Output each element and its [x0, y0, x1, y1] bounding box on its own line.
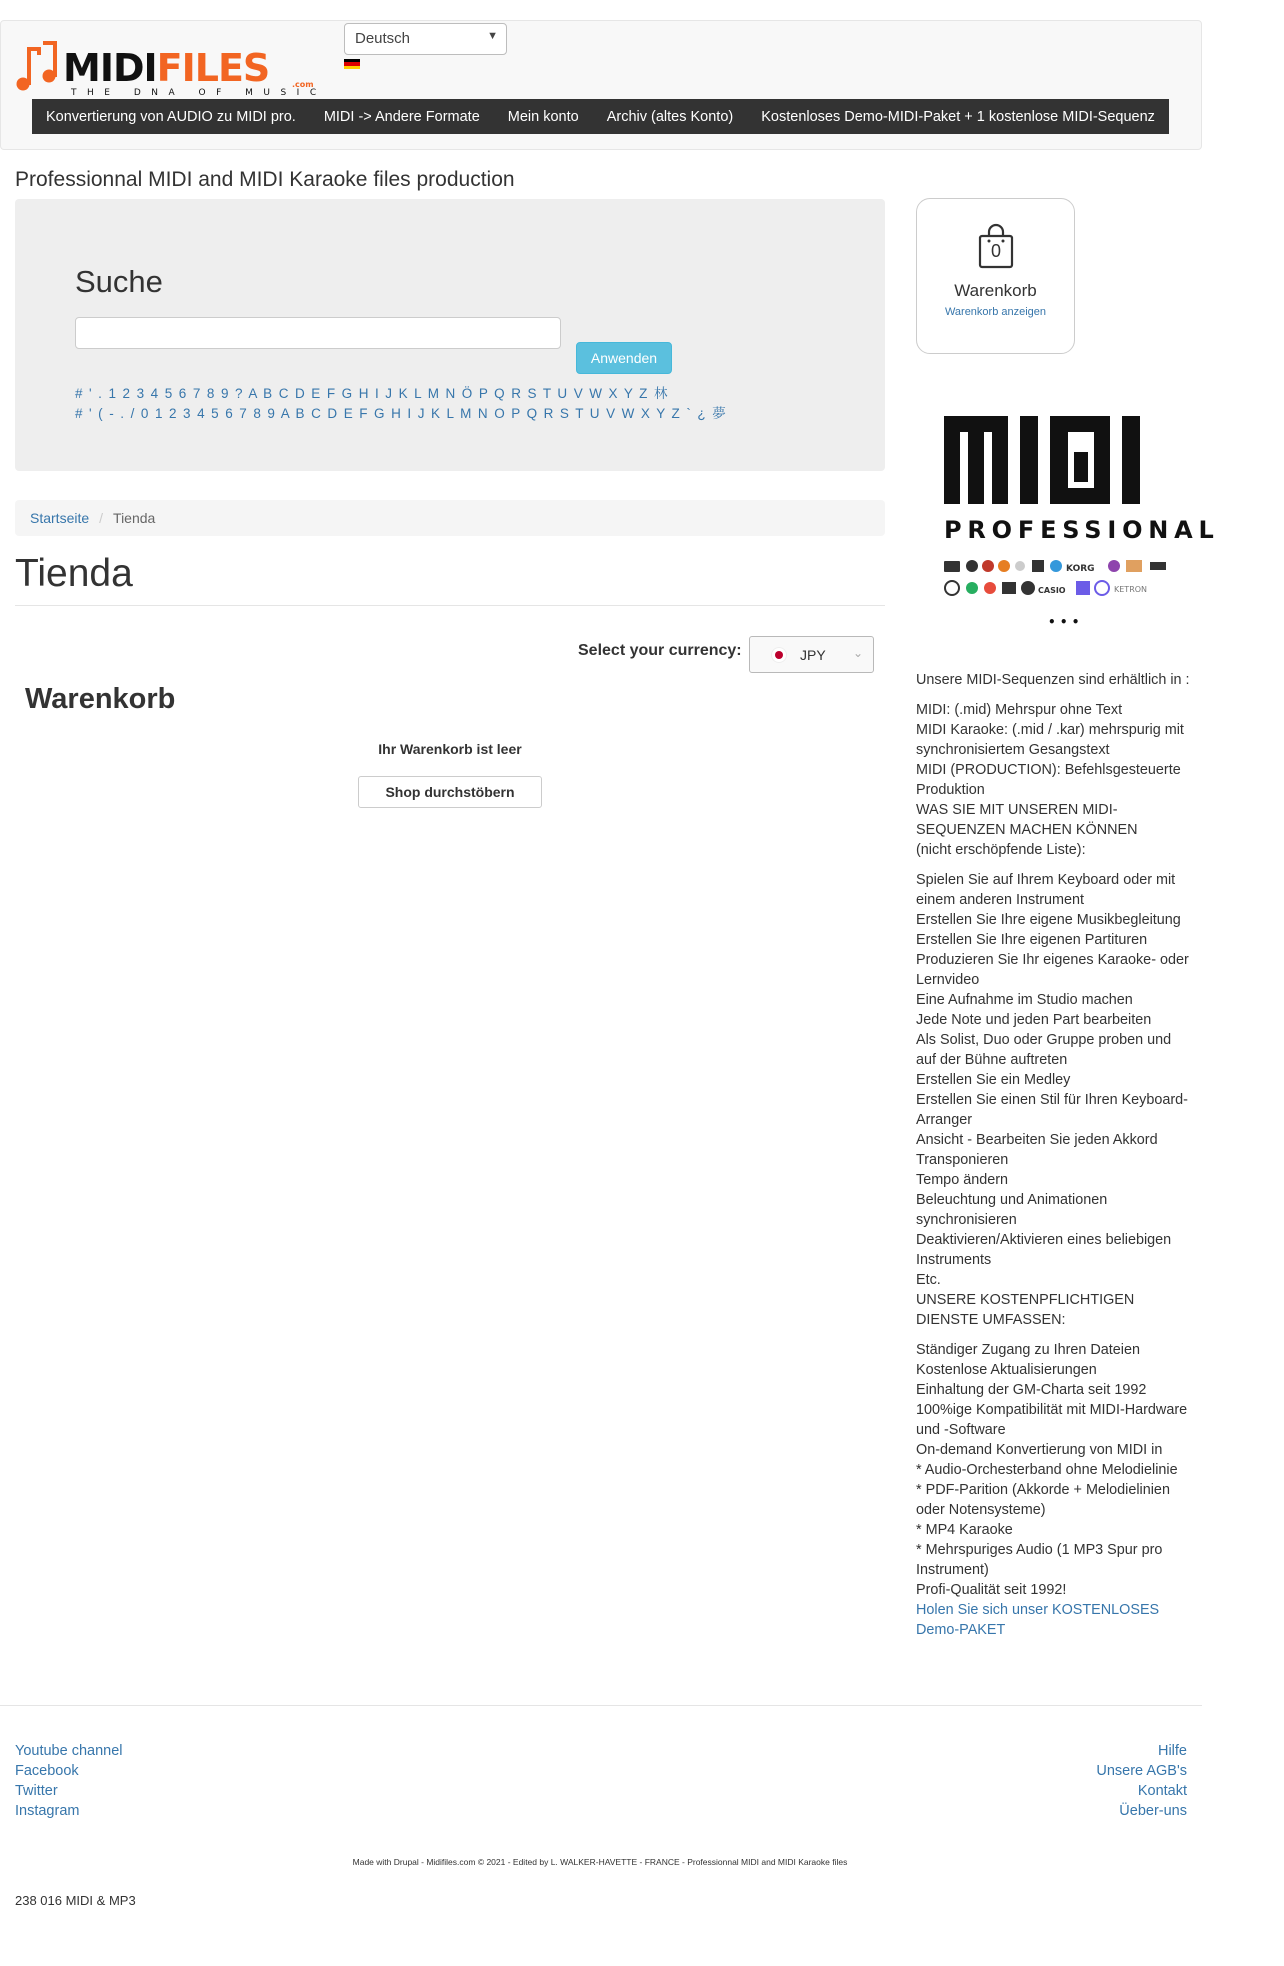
nav-audio-to-midi[interactable]: Konvertierung von AUDIO zu MIDI pro. — [46, 108, 296, 125]
sidebar-line: Deaktivieren/Aktivieren eines beliebigen Instruments — [916, 1232, 1172, 1268]
sidebar-line: Jede Note und jeden Part bearbeiten — [916, 1012, 1152, 1028]
search-panel — [15, 199, 885, 471]
pro-logo-subtitle: PROFESSIONAL — [944, 516, 1220, 544]
sidebar-line: On-demand Konvertierung von MIDI in — [916, 1442, 1163, 1458]
brand-casio: CASIO — [1038, 586, 1066, 595]
sidebar-line: Produzieren Sie Ihr eigenes Karaoke- oder Lernvideo — [916, 952, 1189, 988]
terms-link[interactable]: Unsere AGB's — [1096, 1763, 1187, 1779]
sidebar-line: 100%ige Kompatibilität mit MIDI-Hardware und -Software — [916, 1402, 1188, 1438]
sidebar-line: Etc. — [916, 1272, 941, 1288]
sidebar-formats — [916, 700, 1194, 860]
contact-link[interactable]: Kontakt — [1137, 1783, 1187, 1799]
breadcrumb — [15, 500, 885, 536]
sidebar-line: MIDI: (.mid) Mehrspur ohne Text — [916, 702, 1123, 718]
sidebar-line: Transponieren — [916, 1152, 1009, 1168]
search-input[interactable] — [75, 317, 561, 349]
facebook-link[interactable]: Facebook — [15, 1763, 79, 1779]
sidebar-line: * Audio-Orchesterband ohne Melodielinie — [916, 1462, 1178, 1478]
view-cart-link[interactable]: Warenkorb anzeigen — [944, 306, 1047, 318]
sidebar-line: Einhaltung der GM-Charta seit 1992 — [916, 1382, 1147, 1398]
sidebar-line: Ansicht - Bearbeiten Sie jeden Akkord — [916, 1132, 1158, 1148]
cart-empty-message: Ihr Warenkorb ist leer — [378, 741, 522, 757]
help-link[interactable]: Hilfe — [1157, 1743, 1187, 1759]
browse-shop-button[interactable]: Shop durchstöbern — [358, 776, 542, 808]
logo-tagline: THE DNA OF MUSIC — [71, 88, 327, 98]
sidebar-line: MIDI Karaoke: (.mid / .kar) mehrspurig mit synchronisiertem Gesangstext — [916, 722, 1184, 758]
cart-block-label: Warenkorb — [954, 281, 1037, 300]
cart-heading: Warenkorb — [25, 683, 176, 715]
twitter-link[interactable]: Twitter — [15, 1783, 58, 1799]
file-counter: 238 016 MIDI & MP3 — [15, 1893, 136, 1908]
pro-logo-ellipsis: • • • — [1048, 615, 1080, 629]
footer-credits: Made with Drupal - Midifiles.com © 2021 - Edited by L. WALKER-HAVETTE - FRANCE - Professionnal MIDI and MIDI Karaoke files — [352, 1857, 848, 1867]
sidebar-line: Erstellen Sie einen Stil für Ihren Keyboard-Arranger — [916, 1092, 1188, 1128]
site-logo[interactable] — [15, 29, 327, 98]
chevron-down-icon: ⌄ — [852, 646, 863, 660]
breadcrumb-home-link[interactable]: Startseite — [30, 510, 90, 526]
sidebar-line: WAS SIE MIT UNSEREN MIDI-SEQUENZEN MACHEN KÖNNEN — [916, 802, 1138, 838]
sidebar-services — [916, 1340, 1194, 1640]
german-flag-icon — [344, 59, 360, 69]
brand-icons — [944, 560, 1166, 595]
currency-select[interactable] — [749, 636, 874, 673]
sidebar-line: Eine Aufnahme im Studio machen — [916, 992, 1133, 1008]
sidebar-line: Ständiger Zugang zu Ihren Dateien — [916, 1342, 1141, 1358]
footer-divider — [0, 1705, 1202, 1706]
site-tagline: Professionnal MIDI and MIDI Karaoke files production — [15, 168, 515, 191]
nav-my-account[interactable]: Mein konto — [507, 108, 579, 125]
search-title: Suche — [75, 264, 163, 299]
japan-flag-icon — [772, 648, 786, 662]
title-divider — [15, 605, 885, 606]
sidebar-line: UNSERE KOSTENPFLICHTIGEN DIENSTE UMFASSEN: — [916, 1292, 1135, 1328]
youtube-link[interactable]: Youtube channel — [15, 1743, 123, 1759]
free-demo-link[interactable]: Holen Sie sich unser KOSTENLOSES Demo-PAKET — [916, 1602, 1160, 1638]
sidebar-intro: Unsere MIDI-Sequenzen sind erhältlich in : — [916, 672, 1190, 688]
logo-suffix: .com — [292, 80, 314, 89]
sidebar-line: MIDI (PRODUCTION): Befehlsgesteuerte Produktion — [916, 762, 1181, 798]
sidebar-line: Kostenlose Aktualisierungen — [916, 1362, 1097, 1378]
sidebar-line: (nicht erschöpfende Liste): — [916, 842, 1086, 858]
nav-midi-other-formats[interactable]: MIDI -> Andere Formate — [323, 108, 480, 125]
currency-label: Select your currency: — [578, 642, 742, 659]
breadcrumb-separator: / — [99, 510, 104, 526]
language-select[interactable] — [344, 23, 507, 55]
brand-korg: KORG — [1066, 564, 1095, 574]
nav-free-demo[interactable]: Kostenloses Demo-MIDI-Paket + 1 kostenlose MIDI-Sequenz — [761, 108, 1155, 125]
sidebar-line: Beleuchtung und Animationen synchronisieren — [916, 1192, 1108, 1228]
breadcrumb-current: Tienda — [113, 510, 156, 526]
logo-wordmark: MIDIFILES — [63, 46, 270, 90]
alphabet-filter-links-2[interactable]: # ' ( - . / 0 1 2 3 4 5 6 7 8 9 A B C D E F G H I J K L M N O P Q R S T U V W X Y Z ` ¿ 夢 — [75, 406, 728, 421]
alphabet-filter-links[interactable]: # ' . 1 2 3 4 5 6 7 8 9 ? A B C D E F G H I J K L M N Ö P Q R S T U V W X Y Z 林 — [75, 386, 669, 401]
sidebar-description — [916, 670, 1194, 1650]
footer-social-links — [15, 1741, 123, 1821]
page-title: Tienda — [15, 552, 133, 595]
sidebar-line: * MP4 Karaoke — [916, 1522, 1013, 1538]
sidebar-line: Spielen Sie auf Ihrem Keyboard oder mit einem anderen Instrument — [916, 872, 1176, 908]
sidebar-line: Profi-Qualität seit 1992! — [916, 1582, 1067, 1598]
cart-block[interactable] — [916, 198, 1075, 354]
sidebar-line: Als Solist, Duo oder Gruppe proben und auf der Bühne auftreten — [916, 1032, 1172, 1068]
nav-archive[interactable]: Archiv (altes Konto) — [606, 108, 734, 125]
sidebar-uses — [916, 870, 1194, 1330]
sidebar-line: * Mehrspuriges Audio (1 MP3 Spur pro Instrument) — [916, 1542, 1163, 1578]
sidebar-line: Erstellen Sie ein Medley — [916, 1072, 1071, 1088]
about-link[interactable]: Üeber-uns — [1119, 1803, 1187, 1819]
currency-value: JPY — [800, 647, 826, 663]
chevron-down-icon: ▼ — [487, 30, 498, 42]
site-header — [0, 20, 1202, 150]
language-value: Deutsch — [355, 30, 411, 47]
sidebar-line: Erstellen Sie Ihre eigenen Partituren — [916, 932, 1148, 948]
sidebar-line: Erstellen Sie Ihre eigene Musikbegleitung — [916, 912, 1181, 928]
sidebar-line: Tempo ändern — [916, 1172, 1008, 1188]
footer-info-links — [1096, 1741, 1187, 1821]
cart-count: 0 — [990, 241, 1001, 261]
midi-professional-logo — [944, 416, 1220, 629]
brand-ketron: KETRON — [1114, 585, 1148, 594]
apply-button[interactable]: Anwenden — [576, 342, 672, 374]
instagram-link[interactable]: Instagram — [15, 1803, 80, 1819]
sidebar-line: * PDF-Parition (Akkorde + Melodielinien oder Notensysteme) — [916, 1482, 1170, 1518]
main-navigation — [32, 99, 1169, 134]
